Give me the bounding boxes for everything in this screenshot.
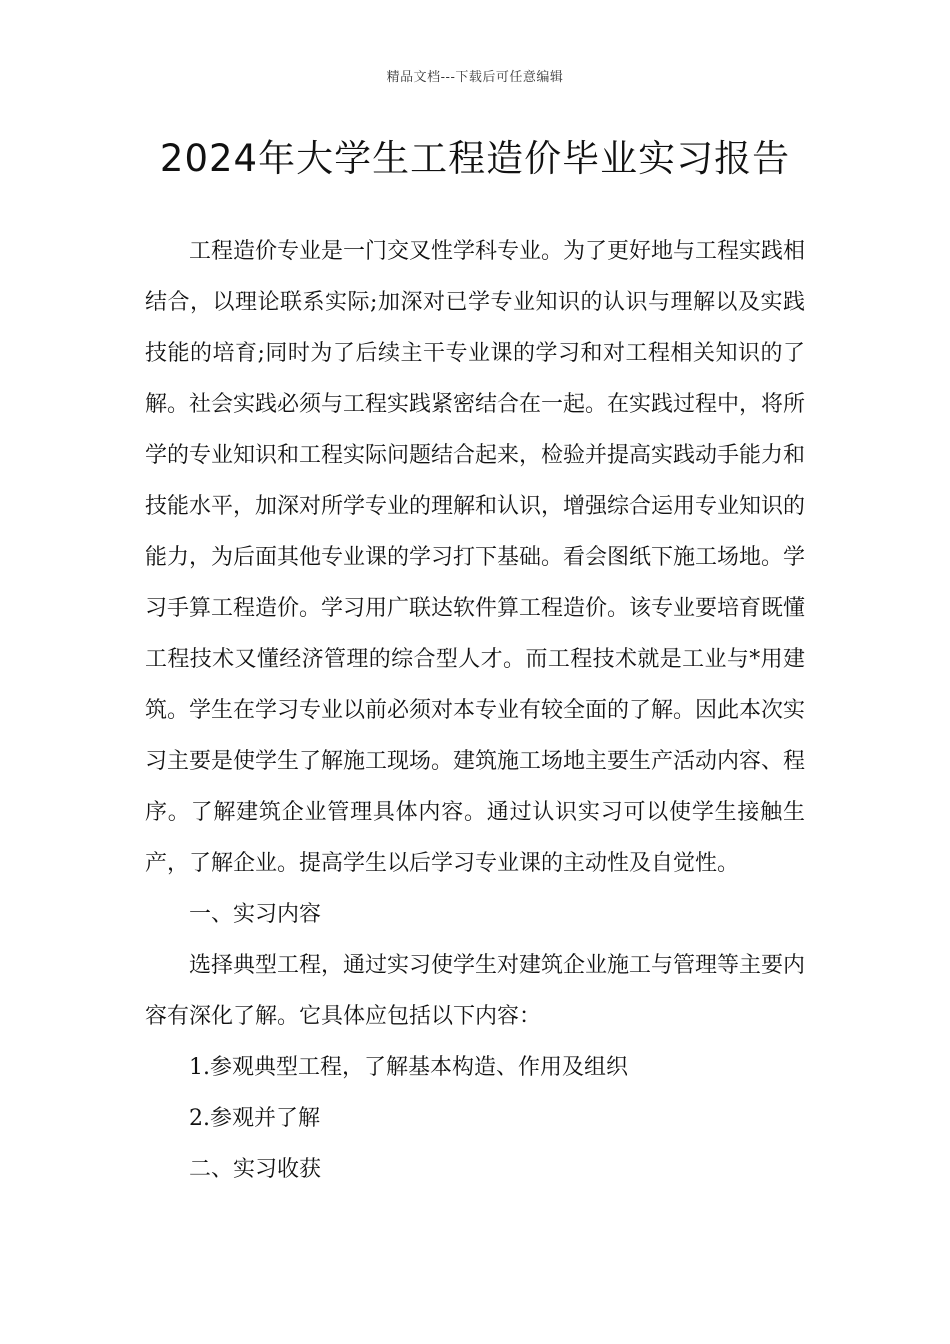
content-paragraph: 选择典型工程，通过实习使学生对建筑企业施工与管理等主要内容有深化了解。它具体应包括以下内容：: [145, 953, 806, 1029]
list-item-2: 2.参观并了解: [189, 1106, 320, 1131]
intro-paragraph: 工程造价专业是一门交叉性学科专业。为了更好地与工程实践相结合，以理论联系实际;加深对已学专业知识的认识与理解以及实践技能的培育;同时为了后续主干专业课的学习和对工程相关知识的了解。社会实践必须与工程实践紧密结合在一起。在实践过程中，将所学的专业知识和工程实际问题结合起来，检验并提高实践动手能力和技能水平，加深对所学专业的理解和认识，增强综合运用专业知识的能力，为后面其他专业课的学习打下基础。看会图纸下施工场地。学习手算工程造价。学习用广联达软件算工程造价。该专业要培育既懂工程技术又懂经济管理的综合型人才。而工程技术就是工业与*用建筑。学生在学习专业以前必须对本专业有较全面的了解。因此本次实习主要是使学生了解施工现场。建筑施工场地主要生产活动内容、程序。了解建筑企业管理具体内容。通过认识实习可以使学生接触生产，了解企业。提高学生以后学习专业课的主动性及自觉性。: [145, 239, 806, 876]
list-item-1: 1.参观典型工程，了解基本构造、作用及组织: [189, 1055, 628, 1080]
section-heading-internship-content: 一、实习内容: [189, 902, 322, 927]
section-heading-internship-gains: 二、实习收获: [189, 1157, 322, 1182]
header-note: 精品文档---下载后可任意编辑: [386, 70, 564, 85]
document-title: 2024年大学生工程造价毕业实习报告: [159, 137, 791, 180]
document-body: [145, 226, 805, 1195]
